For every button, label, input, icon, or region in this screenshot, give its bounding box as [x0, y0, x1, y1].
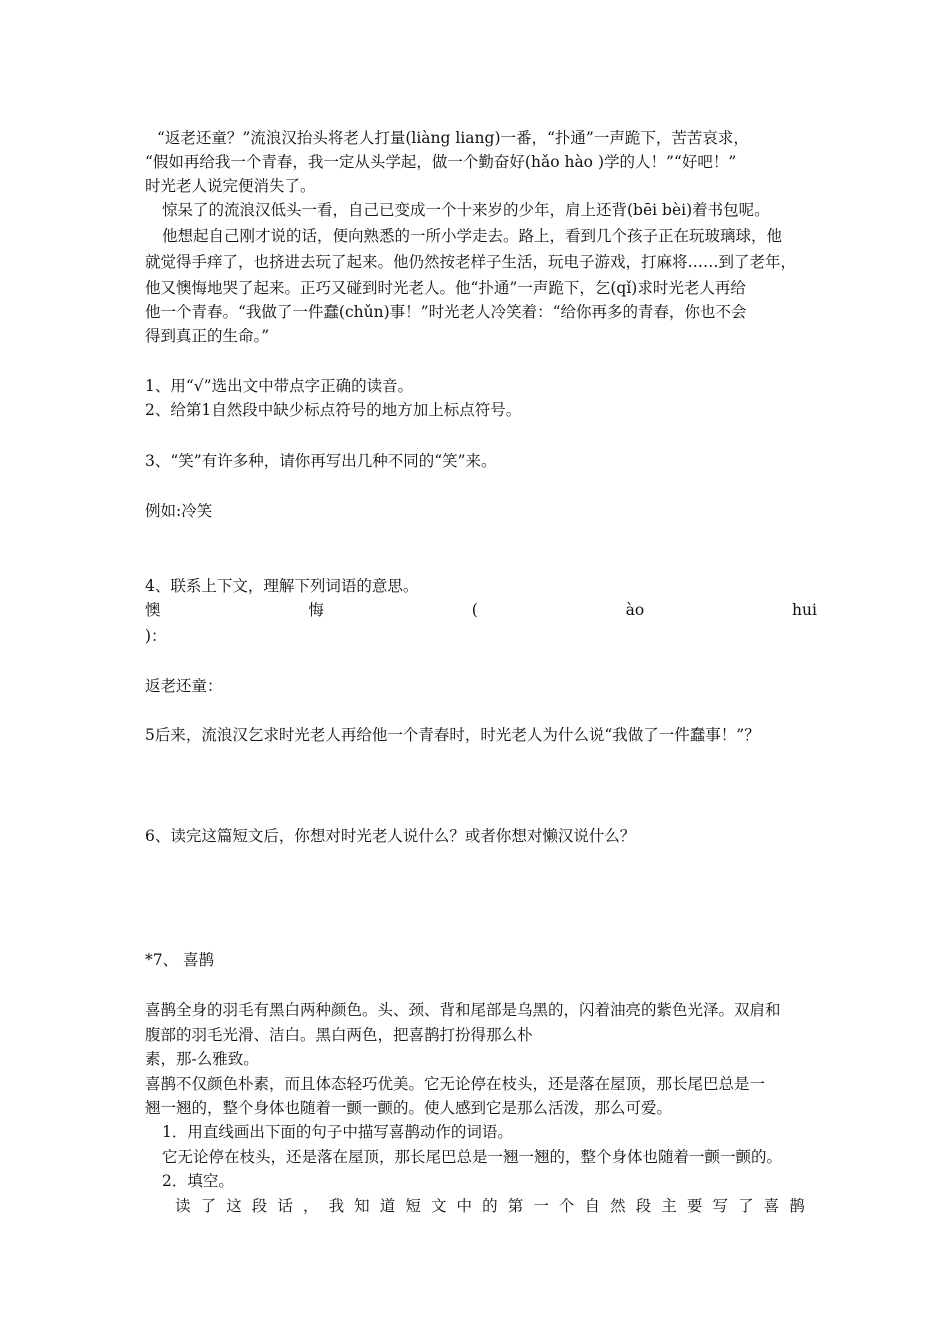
story-line: “返老还童？”流浪汉抬头将老人打量(liàng liang)一番，“扑通”一声跪下，苦苦哀求， [157, 129, 749, 147]
story-line: 他想起自己刚才说的话，便向熟悉的一所小学走去。路上，看到几个孩子正在玩玻璃球，他 [162, 227, 783, 245]
task-2: 2．填空。 [162, 1172, 234, 1190]
word-part: ào [625, 601, 645, 619]
task-1-sentence: 它无论停在枝头，还是落在屋顶，那长尾巴总是一翘一翘的，整个身体也随着一颤一颤的。 [162, 1148, 783, 1166]
section-7-line: 素，那-么雅致。 [145, 1050, 259, 1068]
question-4-word-2: 返老还童： [145, 677, 223, 695]
question-3-example: 例如:冷笑 [145, 502, 213, 520]
word-part: 懊 [145, 601, 161, 619]
question-4-word-1 [145, 600, 817, 620]
story-line: 惊呆了的流浪汉低头一看，自己已变成一个十来岁的少年，肩上还背(bēi bèi)着书包呢。 [162, 201, 770, 219]
story-line: 他一个青春。“我做了一件蠢(chǔn)事！”时光老人冷笑着：“给你再多的青春，你也不会 [145, 303, 747, 321]
question-5: 5后来，流浪汉乞求时光老人再给他一个青春时，时光老人为什么说“我做了一件蠢事！”？ [145, 726, 760, 744]
word-part: ( [471, 601, 478, 619]
section-7-title: *7、 喜鹊 [145, 951, 215, 969]
story-line: 他又懊悔地哭了起来。正巧又碰到时光老人。他“扑通”一声跪下，乞(qǐ)求时光老人再给 [145, 279, 746, 297]
story-line: 时光老人说完便消失了。 [145, 177, 316, 195]
question-2: 2、给第1自然段中缺少标点符号的地方加上标点符号。 [145, 401, 522, 419]
question-1: 1、用“√”选出文中带点字正确的读音。 [145, 377, 414, 395]
question-6: 6、读完这篇短文后，你想对时光老人说什么？或者你想对懒汉说什么？ [145, 827, 636, 845]
section-7-line: 翘一翘的，整个身体也随着一颤一颤的。使人感到它是那么活泼，那么可爱。 [145, 1099, 673, 1117]
story-line: 就觉得手痒了，也挤进去玩了起来。他仍然按老样子生活，玩电子游戏，打麻将……到了老年， [145, 253, 797, 271]
section-7-line: 喜鹊全身的羽毛有黑白两种颜色。头、颈、背和尾部是乌黑的，闪着油亮的紫色光泽。双肩和 [145, 1001, 781, 1019]
word-part: hui [792, 601, 817, 619]
section-7-line: 腹部的羽毛光滑、洁白。黑白两色，把喜鹊打扮得那么朴 [145, 1026, 533, 1044]
story-line: “假如再给我一个青春，我一定从头学起，做一个勤奋好(hǎo hào )学的人！”“好吧！” [145, 153, 737, 171]
word-part: 悔 [308, 601, 324, 619]
question-4-word-1-tail: )： [145, 627, 167, 645]
story-line: 得到真正的生命。” [145, 327, 270, 345]
task-2-line: 读 了 这 段 话 ， 我 知 道 短 文 中 的 第 一 个 自 然 段 主 要 写 了 喜 鹊 [175, 1197, 805, 1215]
question-4: 4、联系上下文，理解下列词语的意思。 [145, 577, 419, 595]
question-3: 3、“笑”有许多种，请你再写出几种不同的“笑”来。 [145, 452, 497, 470]
section-7-line: 喜鹊不仅颜色朴素，而且体态轻巧优美。它无论停在枝头，还是落在屋顶，那长尾巴总是一 [145, 1075, 766, 1093]
task-1: 1．用直线画出下面的句子中描写喜鹊动作的词语。 [162, 1123, 513, 1141]
